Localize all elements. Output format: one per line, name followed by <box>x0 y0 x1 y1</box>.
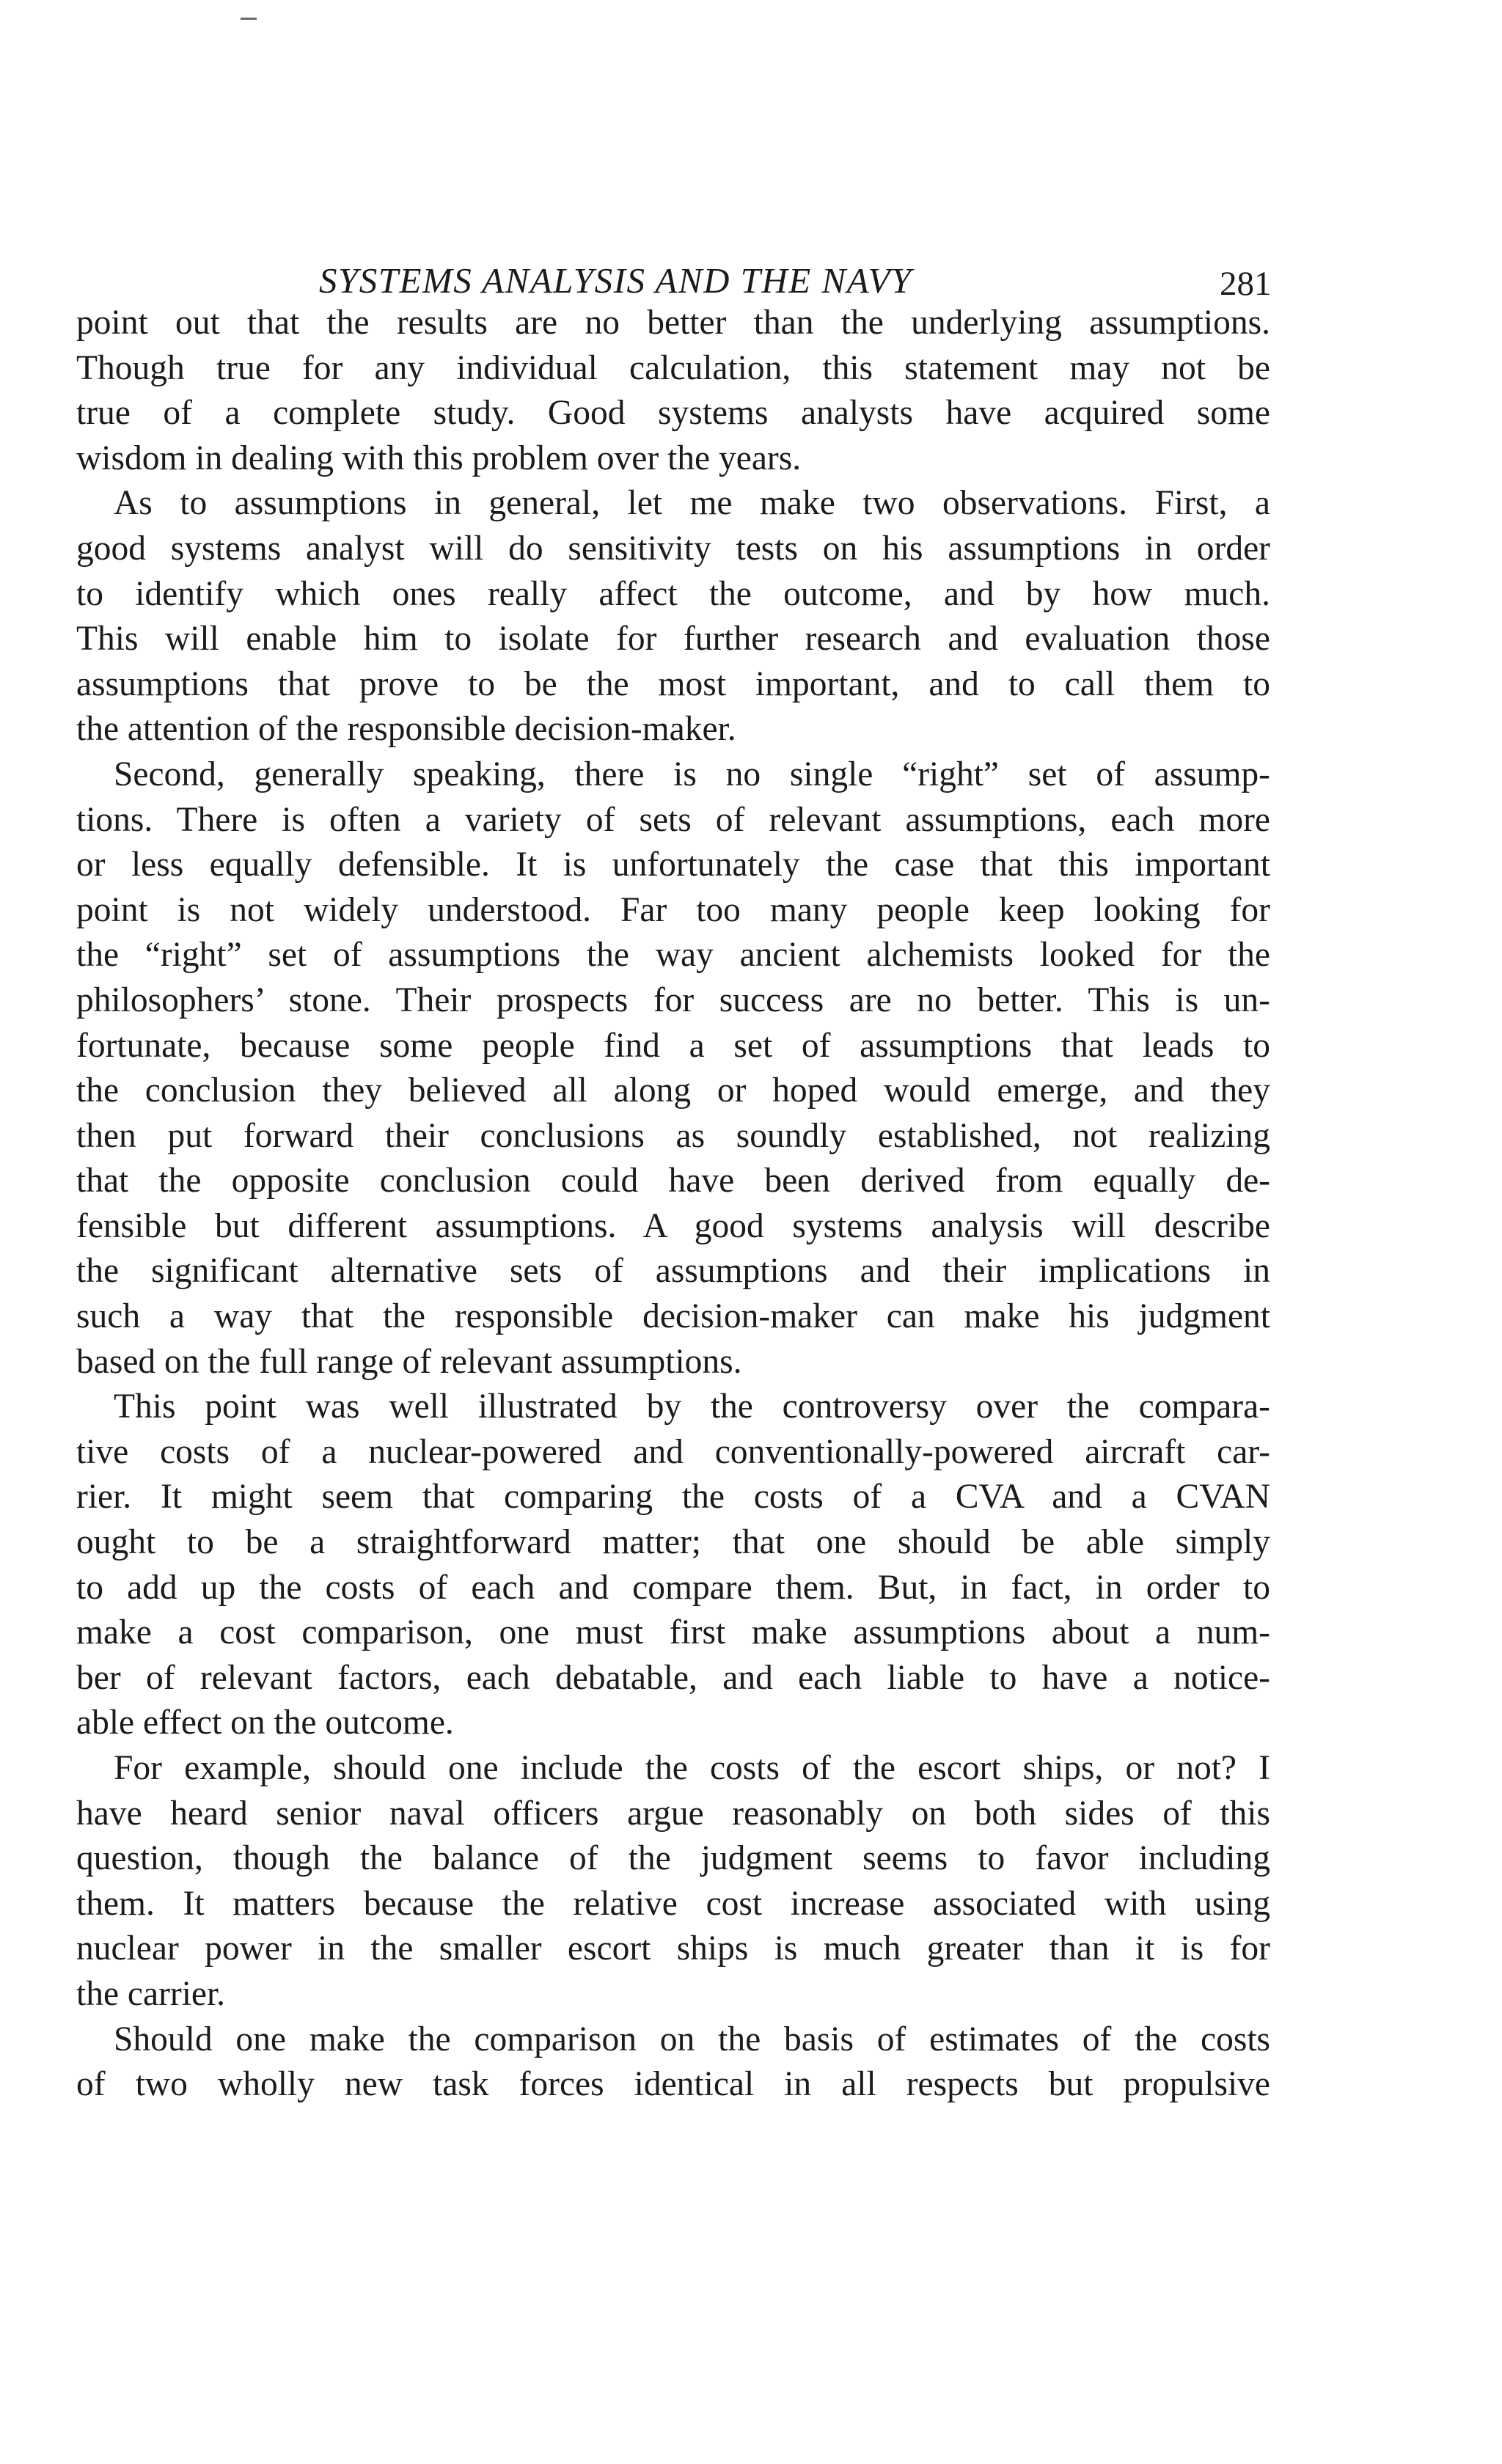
text-line: based on the full range of relevant assumptions. <box>76 1342 742 1381</box>
text-line: to add up the costs of each and compare them. But, in fact, in order to <box>76 1568 1270 1607</box>
text-line: good systems analyst will do sensitivity tests on his assumptions in order <box>76 529 1270 568</box>
text-line: nuclear power in the smaller escort ships is much greater than it is for <box>76 1929 1270 1968</box>
text-line: point out that the results are no better than the underlying assumptions. <box>76 304 1270 342</box>
text-line: them. It matters because the relative cost increase associated with using <box>76 1884 1270 1923</box>
text-line: For example, should one include the costs of the escort ships, or not? I <box>114 1749 1270 1787</box>
text-line: then put forward their conclusions as soundly established, not realizing <box>76 1116 1270 1155</box>
text-line: As to assumptions in general, let me make two observations. First, a <box>114 484 1270 523</box>
text-line: make a cost comparison, one must first make assumptions about a num- <box>76 1613 1270 1652</box>
text-line: assumptions that prove to be the most important, and to call them to <box>76 664 1270 703</box>
text-line: ber of relevant factors, each debatable, and each liable to have a notice- <box>76 1658 1270 1697</box>
text-line: question, though the balance of the judgment seems to favor including <box>76 1839 1270 1878</box>
text-line: the “right” set of assumptions the way ancient alchemists looked for the <box>76 936 1270 975</box>
running-header <box>0 255 1502 307</box>
text-line: or less equally defensible. It is unfortunately the case that this important <box>76 846 1270 884</box>
body-text <box>76 301 1270 2108</box>
text-line: true of a complete study. Good systems analysts have acquired some <box>76 394 1270 433</box>
text-line: fortunate, because some people find a set of assumptions that leads to <box>76 1026 1270 1065</box>
text-line: tive costs of a nuclear-powered and conventionally-powered aircraft car- <box>76 1432 1270 1471</box>
text-line: ought to be a straightforward matter; that one should be able simply <box>76 1523 1270 1562</box>
text-line: that the opposite conclusion could have been derived from equally de- <box>76 1162 1270 1200</box>
page-number: 281 <box>1220 265 1272 303</box>
text-line: such a way that the responsible decision-maker can make his judgment <box>76 1297 1270 1336</box>
running-title: SYSTEMS ANALYSIS AND THE NAVY <box>319 260 912 301</box>
text-line: able effect on the outcome. <box>76 1704 454 1742</box>
text-line: Should one make the comparison on the basis of estimates of the costs <box>114 2020 1270 2058</box>
text-line: the significant alternative sets of assumptions and their implications in <box>76 1252 1270 1291</box>
text-line: the conclusion they believed all along or hoped would emerge, and they <box>76 1071 1270 1110</box>
text-line: have heard senior naval officers argue reasonably on both sides of this <box>76 1794 1270 1833</box>
text-line: point is not widely understood. Far too many people keep looking for <box>76 890 1270 929</box>
text-line: fensible but different assumptions. A good systems analysis will describe <box>76 1206 1270 1245</box>
text-line: philosophers’ stone. Their prospects for success are no better. This is un- <box>76 980 1270 1019</box>
text-line: This point was well illustrated by the controversy over the compara- <box>114 1387 1270 1426</box>
text-line: tions. There is often a variety of sets of relevant assumptions, each more <box>76 800 1270 839</box>
text-line: the attention of the responsible decision-maker. <box>76 710 736 749</box>
text-line: Though true for any individual calculation, this statement may not be <box>76 348 1270 387</box>
text-line: This will enable him to isolate for further research and evaluation those <box>76 620 1270 659</box>
text-line: rier. It might seem that comparing the costs of a CVA and a CVAN <box>76 1478 1270 1517</box>
text-line: the carrier. <box>76 1974 226 2013</box>
text-line: of two wholly new task forces identical in all respects but propulsive <box>76 2065 1270 2104</box>
text-line: wisdom in dealing with this problem over the years. <box>76 439 802 477</box>
page-edge-mark <box>241 18 257 20</box>
text-line: to identify which ones really affect the outcome, and by how much. <box>76 574 1270 613</box>
text-line: Second, generally speaking, there is no single “right” set of assump- <box>114 755 1270 793</box>
